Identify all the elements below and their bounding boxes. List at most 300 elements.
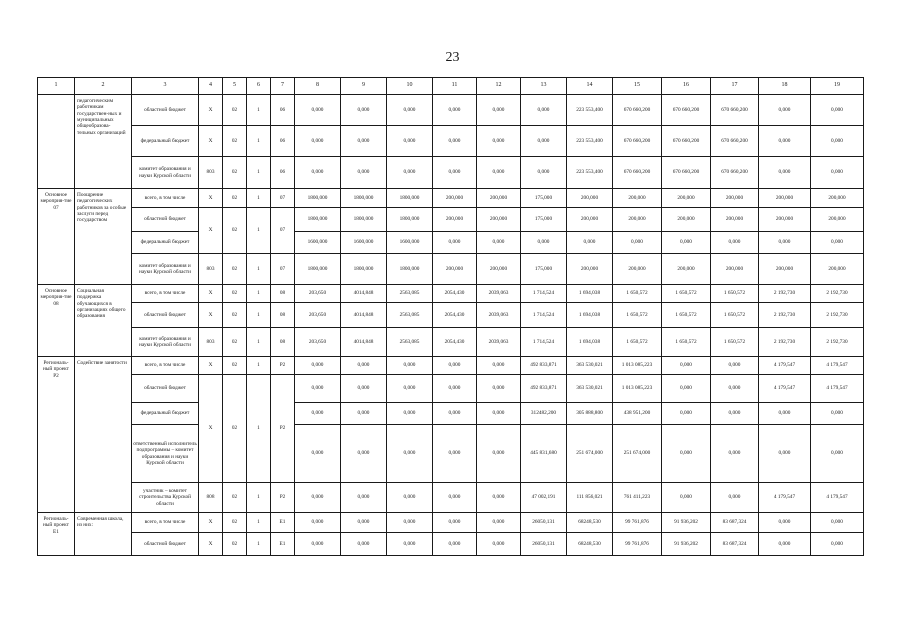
program-code-cell: Региональ-ный проект Р2: [38, 357, 75, 513]
table-row: [38, 403, 864, 425]
value-cell: 0,000: [711, 483, 759, 513]
value-cell: 1800,000: [295, 208, 341, 232]
program-code-cell: [38, 95, 75, 189]
table-row: [38, 208, 864, 232]
table-row: [38, 483, 864, 513]
value-cell: 0,000: [341, 533, 387, 556]
funding-source-cell: комитет образования и науки Курской области: [132, 328, 199, 357]
value-cell: 200,000: [711, 254, 759, 285]
funding-source-cell: всего, в том числе: [132, 513, 199, 533]
value-cell: 670 660,200: [662, 126, 711, 157]
value-cell: 0,000: [387, 483, 433, 513]
value-cell: 0,000: [433, 375, 477, 403]
value-cell: 1 650,572: [711, 303, 759, 328]
code-cell: E1: [271, 513, 295, 533]
code-cell: X: [199, 126, 223, 157]
value-cell: 1 714,524: [521, 328, 567, 357]
value-cell: 670 660,200: [613, 95, 662, 126]
value-cell: 0,000: [477, 232, 521, 254]
value-cell: 2563,085: [387, 285, 433, 303]
value-cell: 200,000: [662, 208, 711, 232]
program-name-cell: Социальная поддержка обучающихся в организациях общего образования: [75, 285, 132, 357]
header-cell-12: 12: [477, 78, 521, 95]
value-cell: 203,650: [295, 303, 341, 328]
value-cell: 1 694,038: [567, 328, 613, 357]
value-cell: 0,000: [387, 126, 433, 157]
value-cell: 670 660,200: [711, 157, 759, 189]
value-cell: 445 831,680: [521, 425, 567, 483]
value-cell: 200,000: [811, 189, 864, 208]
header-cell-19: 19: [811, 78, 864, 95]
value-cell: 68248,530: [567, 533, 613, 556]
code-cell: X: [199, 285, 223, 303]
header-cell-10: 10: [387, 78, 433, 95]
value-cell: 0,000: [295, 513, 341, 533]
code-cell: 1: [247, 375, 271, 483]
value-cell: 1 650,572: [613, 303, 662, 328]
value-cell: 1 650,572: [613, 328, 662, 357]
value-cell: 0,000: [759, 157, 811, 189]
value-cell: 200,000: [477, 254, 521, 285]
code-cell: 1: [247, 157, 271, 189]
table-row: [38, 328, 864, 357]
value-cell: 0,000: [477, 357, 521, 375]
value-cell: 0,000: [387, 403, 433, 425]
code-cell: 1: [247, 95, 271, 126]
value-cell: 99 761,876: [613, 533, 662, 556]
funding-source-cell: федеральный бюджет: [132, 126, 199, 157]
value-cell: 492 833,871: [521, 357, 567, 375]
value-cell: 175,000: [521, 208, 567, 232]
header-cell-13: 13: [521, 78, 567, 95]
code-cell: 06: [271, 157, 295, 189]
code-cell: 08: [271, 285, 295, 303]
code-cell: 07: [271, 189, 295, 208]
code-cell: X: [199, 95, 223, 126]
table-row: [38, 425, 864, 483]
value-cell: 1800,000: [341, 254, 387, 285]
value-cell: 670 660,200: [662, 95, 711, 126]
value-cell: 200,000: [477, 208, 521, 232]
funding-source-cell: областной бюджет: [132, 303, 199, 328]
value-cell: 2054,430: [433, 303, 477, 328]
value-cell: 438 951,200: [613, 403, 662, 425]
value-cell: 251 674,000: [567, 425, 613, 483]
value-cell: 175,000: [521, 189, 567, 208]
value-cell: 1 650,572: [613, 285, 662, 303]
value-cell: 0,000: [477, 533, 521, 556]
table-row: [38, 254, 864, 285]
value-cell: 0,000: [662, 375, 711, 403]
value-cell: 670 660,200: [662, 157, 711, 189]
value-cell: 1800,000: [295, 254, 341, 285]
value-cell: 0,000: [711, 232, 759, 254]
code-cell: 02: [223, 285, 247, 303]
code-cell: 02: [223, 375, 247, 483]
value-cell: 251 674,000: [613, 425, 662, 483]
value-cell: 0,000: [811, 95, 864, 126]
value-cell: 0,000: [433, 157, 477, 189]
code-cell: 02: [223, 189, 247, 208]
value-cell: 0,000: [341, 95, 387, 126]
header-cell-5: 5: [223, 78, 247, 95]
code-cell: X: [199, 303, 223, 328]
value-cell: 200,000: [759, 189, 811, 208]
program-code-cell: Региональ-ный проект Е1: [38, 513, 75, 556]
value-cell: 1600,000: [341, 232, 387, 254]
value-cell: 223 553,400: [567, 157, 613, 189]
code-cell: 08: [271, 303, 295, 328]
value-cell: 1 013 085,223: [613, 375, 662, 403]
funding-source-cell: всего, в том числе: [132, 357, 199, 375]
value-cell: 99 761,876: [613, 513, 662, 533]
value-cell: 0,000: [477, 513, 521, 533]
funding-source-cell: участник – комитет строительства Курской области: [132, 483, 199, 513]
code-cell: 803: [199, 328, 223, 357]
value-cell: 0,000: [759, 533, 811, 556]
value-cell: 0,000: [295, 157, 341, 189]
code-cell: 02: [223, 126, 247, 157]
value-cell: 0,000: [759, 232, 811, 254]
funding-source-cell: всего, в том числе: [132, 285, 199, 303]
value-cell: 0,000: [567, 232, 613, 254]
value-cell: 363 530,021: [567, 375, 613, 403]
value-cell: 1 714,524: [521, 303, 567, 328]
value-cell: 200,000: [811, 254, 864, 285]
value-cell: 4 179,547: [759, 375, 811, 403]
value-cell: 0,000: [662, 232, 711, 254]
code-cell: 1: [247, 533, 271, 556]
code-cell: 02: [223, 254, 247, 285]
table-row: [38, 157, 864, 189]
value-cell: 1 650,572: [662, 285, 711, 303]
value-cell: 0,000: [295, 357, 341, 375]
value-cell: 1 714,524: [521, 285, 567, 303]
value-cell: 0,000: [662, 357, 711, 375]
page-number: 23: [445, 50, 460, 65]
header-cell-4: 4: [199, 78, 223, 95]
value-cell: 200,000: [759, 254, 811, 285]
program-code-cell: Основное мероприя-тие 08: [38, 285, 75, 357]
program-name-cell: Поощрение педагогических работников за особые заслуги перед государством: [75, 189, 132, 285]
value-cell: 200,000: [811, 208, 864, 232]
code-cell: 02: [223, 95, 247, 126]
value-cell: 111 856,021: [567, 483, 613, 513]
value-cell: 0,000: [613, 232, 662, 254]
value-cell: 0,000: [811, 232, 864, 254]
header-cell-11: 11: [433, 78, 477, 95]
code-cell: 07: [271, 208, 295, 254]
value-cell: 4014,848: [341, 303, 387, 328]
value-cell: 0,000: [341, 513, 387, 533]
value-cell: 2 192,730: [811, 328, 864, 357]
code-cell: X: [199, 357, 223, 375]
value-cell: 0,000: [759, 425, 811, 483]
funding-source-cell: областной бюджет: [132, 95, 199, 126]
value-cell: 0,000: [811, 403, 864, 425]
value-cell: 0,000: [662, 483, 711, 513]
value-cell: 0,000: [433, 513, 477, 533]
header-cell-14: 14: [567, 78, 613, 95]
value-cell: 0,000: [711, 375, 759, 403]
header-cell-16: 16: [662, 78, 711, 95]
code-cell: 06: [271, 126, 295, 157]
value-cell: 2563,085: [387, 303, 433, 328]
value-cell: 0,000: [477, 425, 521, 483]
value-cell: 0,000: [811, 157, 864, 189]
value-cell: 1800,000: [341, 189, 387, 208]
value-cell: 0,000: [477, 95, 521, 126]
value-cell: 0,000: [433, 126, 477, 157]
value-cell: 0,000: [295, 533, 341, 556]
code-cell: 1: [247, 483, 271, 513]
funding-source-cell: ответственный исполнитель подпрограммы – комитет образования и науки Курской области: [132, 425, 199, 483]
table-row: [38, 533, 864, 556]
code-cell: 02: [223, 483, 247, 513]
value-cell: 4 179,547: [759, 357, 811, 375]
value-cell: 0,000: [341, 157, 387, 189]
value-cell: 492 833,871: [521, 375, 567, 403]
value-cell: 4 179,547: [811, 357, 864, 375]
value-cell: 0,000: [521, 157, 567, 189]
header-cell-15: 15: [613, 78, 662, 95]
code-cell: 803: [199, 157, 223, 189]
code-cell: 02: [223, 533, 247, 556]
code-cell: X: [199, 189, 223, 208]
value-cell: 2 192,730: [811, 303, 864, 328]
funding-source-cell: всего, в том числе: [132, 189, 199, 208]
funding-source-cell: комитет образования и науки Курской области: [132, 254, 199, 285]
value-cell: 0,000: [477, 126, 521, 157]
program-code-cell: Основное мероприя-тие 07: [38, 189, 75, 285]
value-cell: 0,000: [521, 232, 567, 254]
program-name-cell: Современная школа, из них:: [75, 513, 132, 556]
value-cell: 0,000: [477, 403, 521, 425]
value-cell: 1 694,038: [567, 285, 613, 303]
value-cell: 1 694,038: [567, 303, 613, 328]
value-cell: 47 002,191: [521, 483, 567, 513]
table-row: [38, 285, 864, 303]
value-cell: 0,000: [811, 126, 864, 157]
value-cell: 0,000: [811, 425, 864, 483]
value-cell: 0,000: [477, 157, 521, 189]
value-cell: 200,000: [567, 208, 613, 232]
value-cell: 1 650,572: [711, 328, 759, 357]
value-cell: 203,650: [295, 285, 341, 303]
value-cell: 0,000: [433, 533, 477, 556]
value-cell: 0,000: [341, 375, 387, 403]
value-cell: 363 530,021: [567, 357, 613, 375]
code-cell: 02: [223, 303, 247, 328]
value-cell: 223 553,400: [567, 95, 613, 126]
value-cell: 91 936,202: [662, 513, 711, 533]
value-cell: 200,000: [759, 208, 811, 232]
value-cell: 200,000: [567, 189, 613, 208]
value-cell: 200,000: [662, 189, 711, 208]
value-cell: 2 192,730: [759, 285, 811, 303]
value-cell: 2039,063: [477, 285, 521, 303]
value-cell: 0,000: [295, 483, 341, 513]
value-cell: 0,000: [295, 95, 341, 126]
value-cell: 4 179,547: [811, 375, 864, 403]
funding-source-cell: комитет образования и науки Курской области: [132, 157, 199, 189]
value-cell: 91 936,202: [662, 533, 711, 556]
value-cell: 0,000: [433, 425, 477, 483]
value-cell: 1 650,572: [662, 303, 711, 328]
funding-source-cell: федеральный бюджет: [132, 232, 199, 254]
value-cell: 203,650: [295, 328, 341, 357]
code-cell: 1: [247, 189, 271, 208]
value-cell: 2 192,730: [759, 328, 811, 357]
code-cell: 1: [247, 254, 271, 285]
value-cell: 1800,000: [387, 254, 433, 285]
code-cell: X: [199, 513, 223, 533]
value-cell: 0,000: [295, 425, 341, 483]
code-cell: E1: [271, 533, 295, 556]
value-cell: 670 660,200: [711, 95, 759, 126]
value-cell: 4014,848: [341, 285, 387, 303]
value-cell: 1 650,572: [711, 285, 759, 303]
value-cell: 0,000: [341, 483, 387, 513]
value-cell: 175,000: [521, 254, 567, 285]
code-cell: 02: [223, 357, 247, 375]
value-cell: 0,000: [811, 513, 864, 533]
value-cell: 0,000: [711, 357, 759, 375]
value-cell: 200,000: [433, 208, 477, 232]
code-cell: 02: [223, 328, 247, 357]
value-cell: 0,000: [387, 375, 433, 403]
value-cell: 200,000: [711, 208, 759, 232]
value-cell: 200,000: [477, 189, 521, 208]
value-cell: 2 192,730: [759, 303, 811, 328]
table-row: [38, 232, 864, 254]
value-cell: 200,000: [613, 254, 662, 285]
code-cell: X: [199, 208, 223, 254]
value-cell: 0,000: [387, 157, 433, 189]
code-cell: P2: [271, 357, 295, 375]
value-cell: 0,000: [759, 95, 811, 126]
value-cell: 670 660,200: [613, 157, 662, 189]
code-cell: 1: [247, 357, 271, 375]
code-cell: 808: [199, 483, 223, 513]
code-cell: 1: [247, 328, 271, 357]
value-cell: 0,000: [295, 403, 341, 425]
value-cell: 0,000: [433, 232, 477, 254]
code-cell: X: [199, 375, 223, 483]
value-cell: 0,000: [295, 375, 341, 403]
value-cell: 0,000: [387, 95, 433, 126]
header-cell-9: 9: [341, 78, 387, 95]
value-cell: 0,000: [341, 403, 387, 425]
value-cell: 26050,131: [521, 533, 567, 556]
value-cell: 2039,063: [477, 303, 521, 328]
value-cell: 0,000: [521, 95, 567, 126]
value-cell: 670 660,200: [613, 126, 662, 157]
value-cell: 1600,000: [387, 232, 433, 254]
value-cell: 68248,530: [567, 513, 613, 533]
header-cell-18: 18: [759, 78, 811, 95]
value-cell: 2039,063: [477, 328, 521, 357]
code-cell: X: [199, 533, 223, 556]
header-cell-7: 7: [271, 78, 295, 95]
funding-source-cell: федеральный бюджет: [132, 403, 199, 425]
value-cell: 4 179,547: [759, 483, 811, 513]
value-cell: 0,000: [477, 483, 521, 513]
value-cell: 200,000: [613, 189, 662, 208]
value-cell: 1800,000: [387, 208, 433, 232]
value-cell: 0,000: [433, 483, 477, 513]
value-cell: 305 888,800: [567, 403, 613, 425]
table-row: [38, 189, 864, 208]
value-cell: 2 192,730: [811, 285, 864, 303]
value-cell: 1600,000: [295, 232, 341, 254]
value-cell: 0,000: [295, 126, 341, 157]
funding-source-cell: областной бюджет: [132, 208, 199, 232]
value-cell: 4 179,547: [811, 483, 864, 513]
value-cell: 0,000: [759, 513, 811, 533]
header-cell-17: 17: [711, 78, 759, 95]
value-cell: 83 687,324: [711, 533, 759, 556]
value-cell: 312482,200: [521, 403, 567, 425]
header-row: [38, 78, 864, 95]
value-cell: 0,000: [433, 357, 477, 375]
code-cell: P2: [271, 375, 295, 483]
value-cell: 200,000: [613, 208, 662, 232]
header-cell-6: 6: [247, 78, 271, 95]
code-cell: P2: [271, 483, 295, 513]
code-cell: 1: [247, 208, 271, 254]
value-cell: 0,000: [341, 425, 387, 483]
value-cell: 26050,131: [521, 513, 567, 533]
code-cell: 1: [247, 513, 271, 533]
table-row: [38, 126, 864, 157]
value-cell: 1800,000: [387, 189, 433, 208]
value-cell: 0,000: [662, 425, 711, 483]
code-cell: 08: [271, 328, 295, 357]
value-cell: 0,000: [811, 533, 864, 556]
value-cell: 2563,085: [387, 328, 433, 357]
funding-source-cell: областной бюджет: [132, 533, 199, 556]
value-cell: 200,000: [662, 254, 711, 285]
value-cell: 0,000: [433, 95, 477, 126]
value-cell: 1 013 085,223: [613, 357, 662, 375]
value-cell: 0,000: [477, 375, 521, 403]
value-cell: 83 687,324: [711, 513, 759, 533]
value-cell: 223 553,400: [567, 126, 613, 157]
value-cell: 761 411,223: [613, 483, 662, 513]
table-row: [38, 375, 864, 403]
value-cell: 0,000: [341, 126, 387, 157]
code-cell: 02: [223, 157, 247, 189]
header-cell-1: 1: [38, 78, 75, 95]
value-cell: 0,000: [387, 513, 433, 533]
value-cell: 0,000: [759, 126, 811, 157]
code-cell: 06: [271, 95, 295, 126]
value-cell: 0,000: [759, 403, 811, 425]
program-name-cell: Содействие занятости: [75, 357, 132, 513]
value-cell: 0,000: [433, 403, 477, 425]
value-cell: 200,000: [711, 189, 759, 208]
value-cell: 4014,848: [341, 328, 387, 357]
table-row: [38, 95, 864, 126]
code-cell: 803: [199, 254, 223, 285]
header-cell-8: 8: [295, 78, 341, 95]
table-row: [38, 513, 864, 533]
table-row: [38, 357, 864, 375]
code-cell: 07: [271, 254, 295, 285]
value-cell: 1800,000: [295, 189, 341, 208]
budget-table: [37, 77, 864, 556]
